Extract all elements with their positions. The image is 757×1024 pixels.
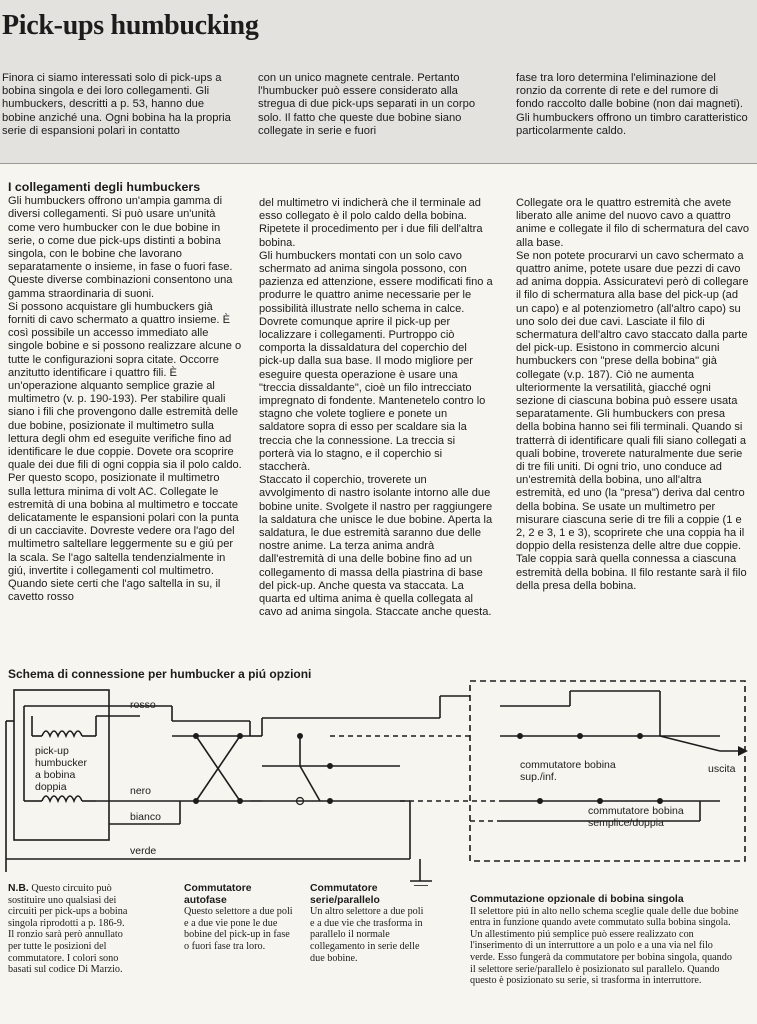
label-pickup-4: doppia bbox=[35, 781, 67, 793]
header-band bbox=[0, 0, 757, 163]
article-paragraph: Staccato il coperchio, troverete un avvolgimento di nastro isolante intorno alle due bobine unite. Svolgete il nastro per raggiungere la saldatura che unisce le due bobine. Aperta la saldatura, le due estremità saranno due delle nostre anime. La terza anima andrà dall'estremità di una delle bobine fino ad un collegamento di massa della piastrina di base del pick-up. Anche questa va staccata. La quarta ed ultima anima è quella collegata al cavo ad anima singola. Staccate anche questa. bbox=[259, 474, 493, 619]
article-col-2 bbox=[259, 197, 493, 620]
article-paragraph: Se non potete procurarvi un cavo schermato a quattro anime, potete usare due pezzi di cavo ad anima doppia. Assicuratevi però di collegare il filo di schermatura alla base del pick-up (ad un capo) e al potenziometro (all'altro capo) su uno solo dei due cavi. Lasciate il filo di schermatura dell'altro cavo staccato dalla parte del pick-up. Esistono in commercio alcuni humbuckers con "prese della bobina" già collegate (v.p. 187). Ciò ne aumenta ulteriormente la versatilità, giacché ogni sezione di ciascuna bobina può essere usata separatamente. Gli humbuckers con presa della bobina hanno sei fili terminali. Quando si tratterrà di identificare quali fili siano collegati a quali bobine, troverete naturalmente due serie di tre fili uniti. Di ogni trio, uno conduce ad un'estremità della bobina, uno all'altra estremità, ed uno (la "presa") deriva dal centro della bobina. Se usate un multimetro per misurare ciascuna serie di tre fili a coppie (1 e 2, 2 e 3, 1 e 3), scoprirete che una coppia ha il doppio della resistenza delle altre due coppie. Tale coppia sarà quella connessa a ciascuna estremità della bobina. Il filo restante sarà il filo della presa della bobina. bbox=[516, 249, 749, 592]
page-title: Pick-ups humbucking bbox=[2, 10, 259, 41]
caption-autofase bbox=[184, 883, 296, 953]
label-comm-supinf-2: sup./inf. bbox=[520, 771, 557, 783]
intro-col-1: Finora ci siamo interessati solo di pick-ups a bobina singola e dei loro collegamenti. Gli humbuckers, descritti a p. 53, hanno due bobine anziché una. Ogni bobina ha la propria serie di espansioni polari in contatto bbox=[2, 72, 231, 137]
article-paragraph: Gli humbuckers offrono un'ampia gamma di diversi collegamenti. Si può usare un'unità come vero humbucker con le due bobine in serie, o come due pick-ups distinti a bobina singola, con le bobine che lavorano separatamente o insieme, in fase o fuori fase. Queste diverse combinazioni consentono una gamma straordinaria di suoni. bbox=[8, 195, 233, 300]
caption-serie-text: Un altro selettore a due poli e a due vie che trasforma in parallelo il normale collegamento in serie delle due bobine. bbox=[310, 906, 424, 964]
label-uscita: uscita bbox=[708, 763, 736, 775]
coil-lower-icon bbox=[42, 796, 82, 801]
article-paragraph: del multimetro vi indicherà che il terminale ad esso collegato è il polo caldo della bobina. Ripetete il procedimento per i due fili dell'altra bobina. bbox=[259, 197, 483, 249]
label-rosso: rosso bbox=[130, 699, 156, 711]
caption-opzionale bbox=[470, 894, 740, 987]
label-nero: nero bbox=[130, 785, 152, 797]
article-paragraph: Si possono acquistare gli humbuckers già forniti di cavo schermato a quattro insieme. È così possibile un accesso immediato alle singole bobine e si possono realizzare alcune o tutte le configurazioni sopra citate. Occorre anzitutto identificare i quattro fili. È un'operazione alquanto semplice grazie al multimetro (v. p. 190-193). Per stabilire quali siano i fili che provengono dalle estremità delle due bobine, posizionate il multimetro sulla lettura degli ohm ed eseguite verifiche fino ad identificare le due coppie. Dovete ora scoprire quale dei due fili di ogni coppia sia il polo caldo. Per questo scopo, posizionate il multimetro sulla lettura minima di volt AC. Collegate le estremità di una bobina al multimetro e toccate delicatamente le espansioni polari con la punta di un cacciavite. Dovreste vedere ora l'ago del multimetro saltellare leggermente su e giú per la scala. Se l'ago saltella tendenzialmente in giú, invertite i collegamenti col multimetro. Quando siete certi che l'ago saltella in su, il cavetto rosso bbox=[8, 300, 242, 604]
intro-col-2: con un unico magnete centrale. Pertanto l'humbucker può essere considerato alla stregua di due pick-ups separati in un corpo solo. Il fatto che queste due bobine siano collegate in serie e fuori bbox=[258, 72, 476, 137]
output-arrow-icon bbox=[738, 746, 748, 756]
caption-autofase-text: Questo selettore a due poli e a due vie pone le due bobine del pick-up in fase o fuori fase tra loro. bbox=[184, 906, 293, 952]
caption-autofase-title: Commutatore autofase bbox=[184, 883, 252, 906]
caption-nb-text: Questo circuito può sostituire uno qualsiasi dei circuiti per pick-ups a bobina singola riprodotti a p. 186-9. Il ronzio sarà però annullato per tutte le posizioni del commutatore. I colori sono basati sul codice Di Marzio. bbox=[8, 883, 128, 976]
label-verde: verde bbox=[130, 845, 157, 857]
caption-serie-title: Commutatore serie/parallelo bbox=[310, 883, 380, 906]
article-paragraph: Gli humbuckers montati con un solo cavo schermato ad anima singola possono, con pazienza ed attenzione, essere modificati fino a produrre le quattro anime necessarie per le possibilità illustrate nello schema in calce. Dovrete comunque aprire il pick-up per localizzare i collegamenti. Purtroppo ciò comporta la dissaldatura del coperchio del pick-up dalla sua base. Il modo migliore per eseguire questa operazione è usare una "treccia dissaldante", cioè un filo intrecciato impregnato di fondente. Mantenetelo contro lo stagno che volete togliere e ponete un saldatore sopra di esso per scaldare sia la treccia che la connessione. La treccia si porterà via lo stagno, e il coperchio si staccherà. bbox=[259, 249, 493, 474]
caption-opzionale-title: Commutazione opzionale di bobina singola bbox=[470, 894, 684, 905]
caption-serie bbox=[310, 883, 428, 964]
article-paragraph: Collegate ora le quattro estremità che avete liberato alle anime del nuovo cavo a quattro anime e collegate il filo di schermatura del cavo alla base. bbox=[516, 197, 750, 249]
label-bianco: bianco bbox=[130, 811, 161, 823]
label-pickup-2: humbucker bbox=[35, 757, 87, 769]
label-comm-singola-2: semplice/doppia bbox=[588, 817, 664, 829]
caption-nb bbox=[8, 883, 130, 976]
caption-opzionale-text: Il selettore piú in alto nello schema sceglie quale delle due bobine entra in funzione quando avete commutato sulla bobina singola. Un allestimento piú semplice può essere realizzato con l'inserimento di un interruttore a un polo e a una via nel filo verde. Esso fungerà da commutatore per bobina singola, quando il selettore serie/parallelo è posizionato sul parallelo. Quando questo è posizionato su serie, si trasforma in interruttore. bbox=[470, 905, 739, 987]
caption-nb-title: N.B. bbox=[8, 883, 29, 894]
wiring-diagram bbox=[0, 676, 757, 886]
diagram-title: Schema di connessione per humbucker a piú opzioni bbox=[8, 667, 312, 681]
label-comm-singola-1: commutatore bobina bbox=[588, 805, 684, 817]
optional-switch-box bbox=[470, 681, 745, 861]
header-divider bbox=[0, 163, 757, 164]
article-col-1 bbox=[8, 181, 242, 605]
label-pickup-3: a bobina bbox=[35, 769, 76, 781]
article-col-3 bbox=[516, 197, 750, 593]
intro-col-3: fase tra loro determina l'eliminazione del ronzio da corrente di rete e del rumore di fondo raccolto dalle bobine (non dai magneti). Gli humbuckers offrono un timbro caratteristico particolarmente caldo. bbox=[516, 72, 748, 137]
article-heading: I collegamenti degli humbuckers bbox=[8, 180, 201, 194]
coil-upper-icon bbox=[42, 731, 82, 736]
label-pickup-1: pick-up bbox=[35, 745, 69, 757]
label-comm-supinf-1: commutatore bobina bbox=[520, 759, 616, 771]
